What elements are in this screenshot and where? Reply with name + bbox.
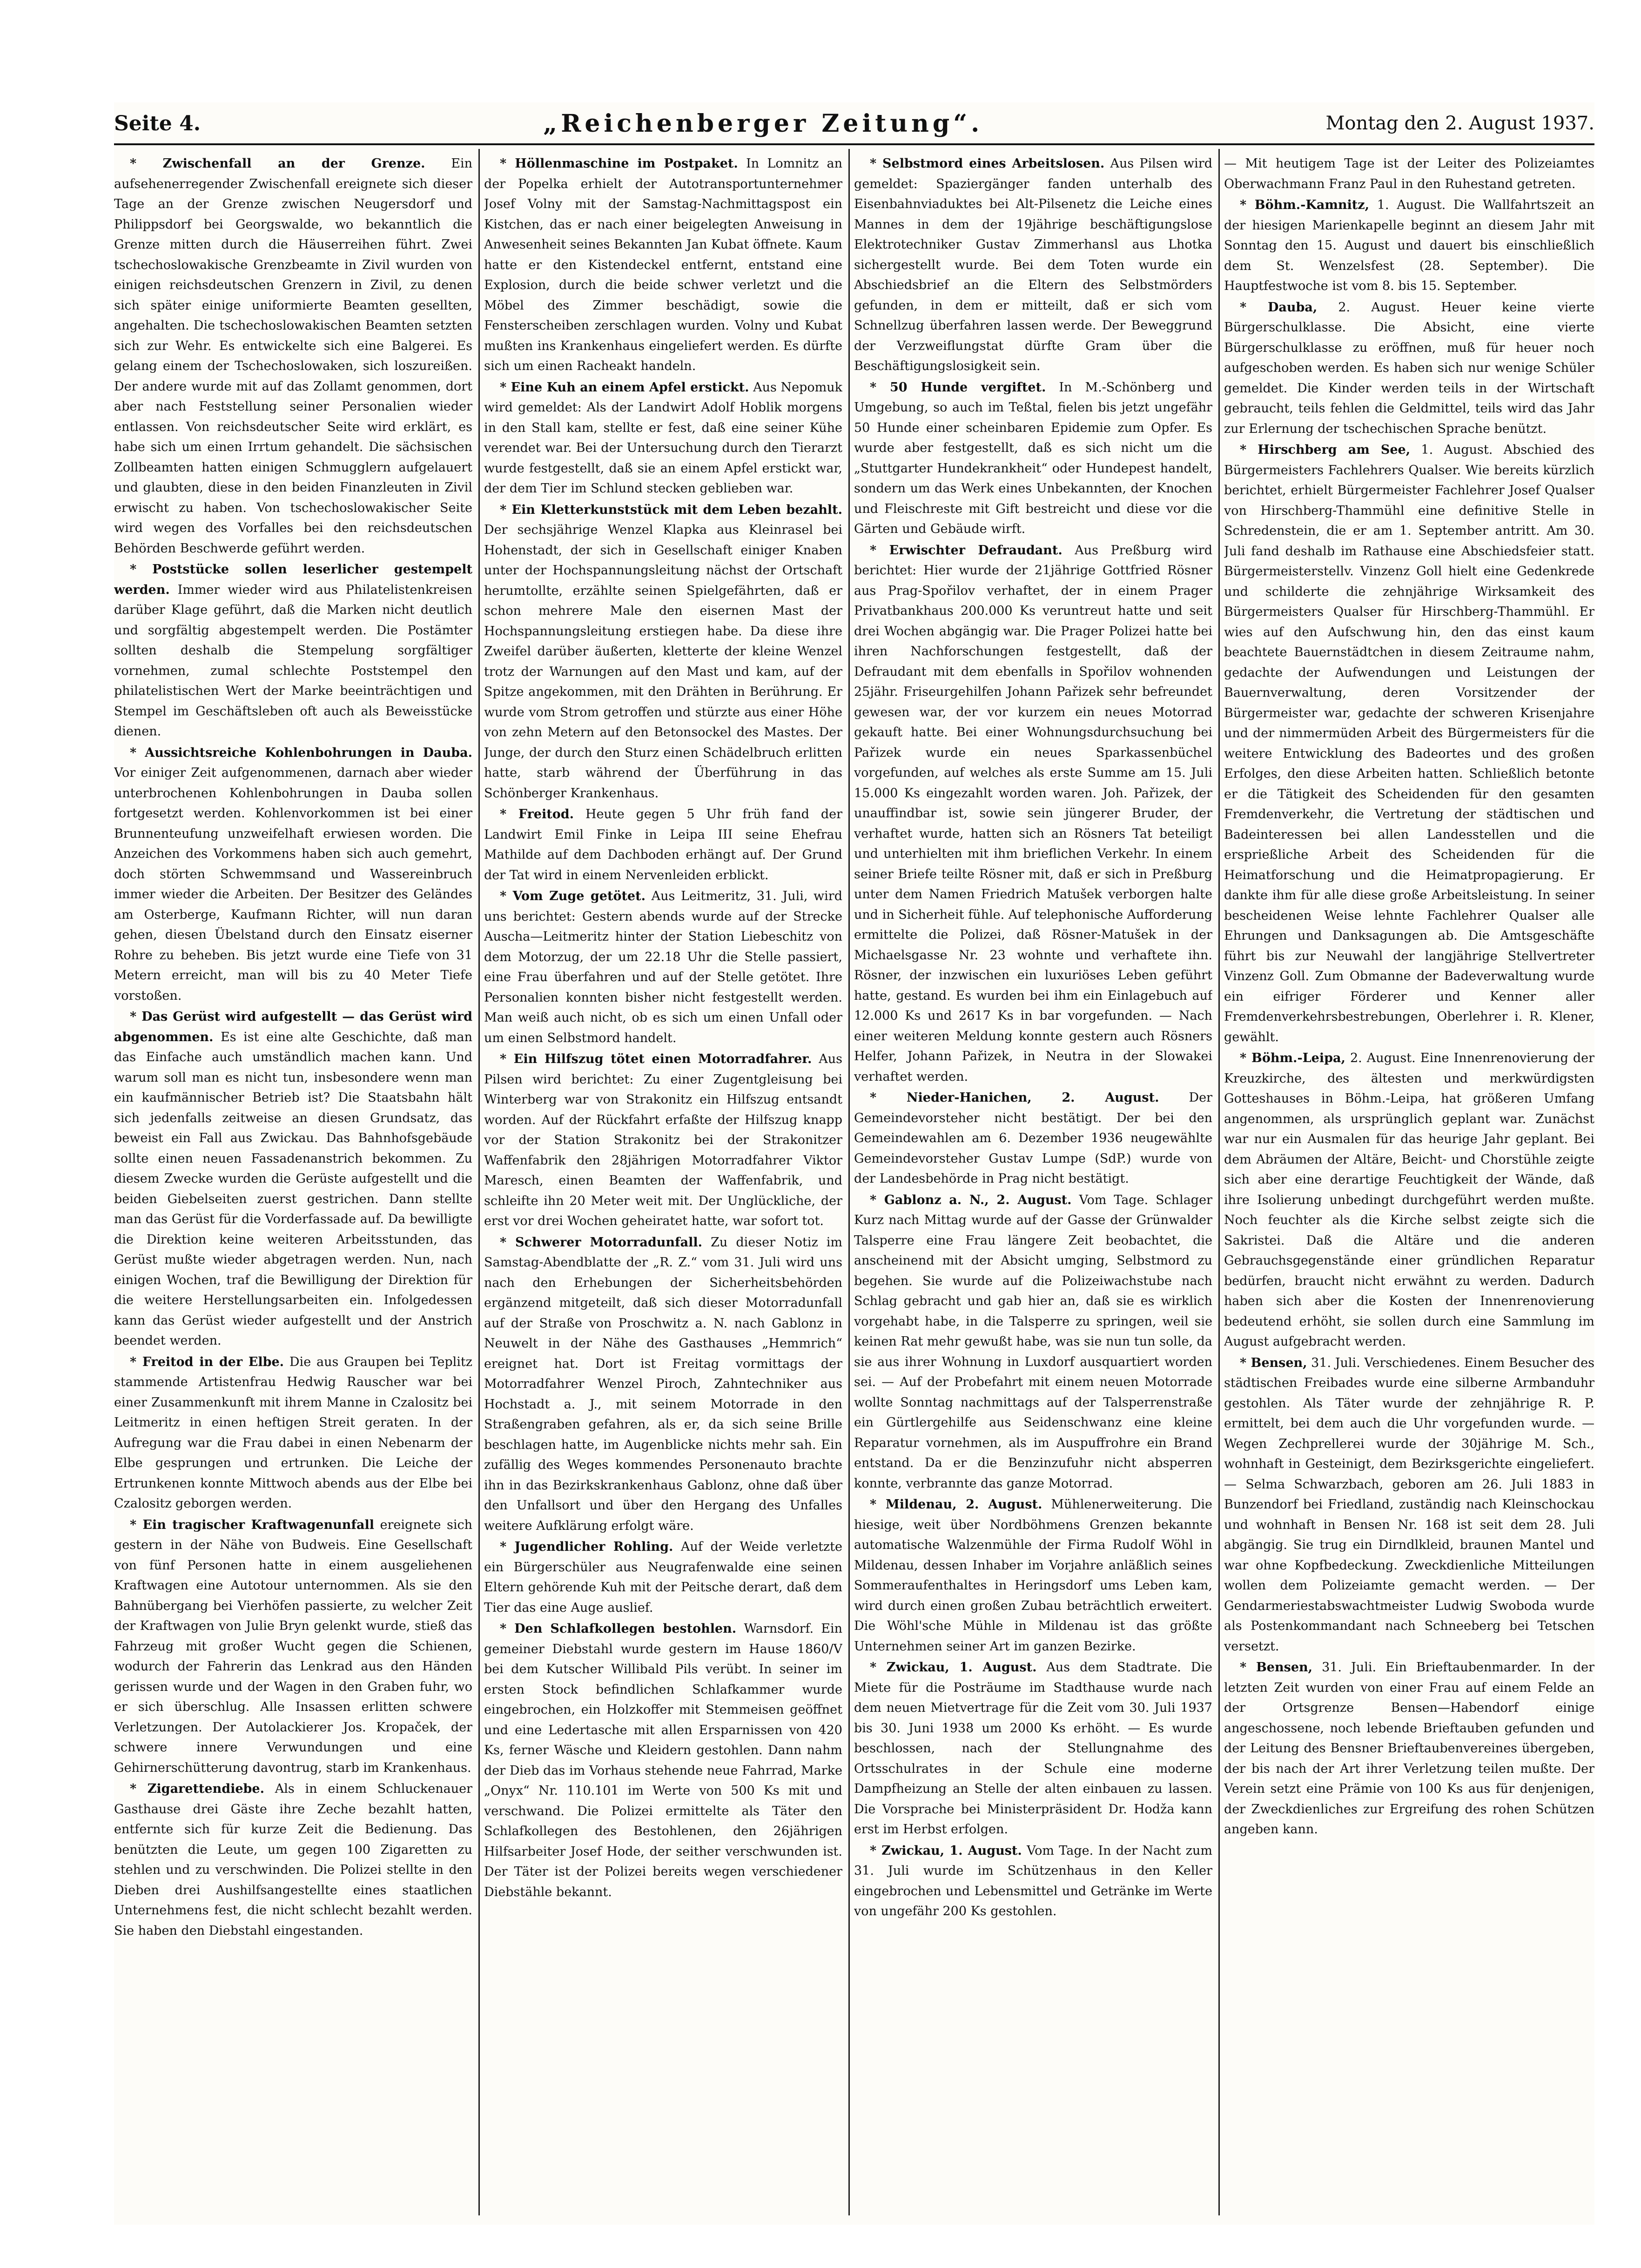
news-article (484, 804, 842, 885)
news-article (854, 1088, 1212, 1189)
news-article (484, 500, 842, 804)
page-header (114, 102, 1594, 144)
article-marker: * (870, 1192, 884, 1207)
article-marker: * (870, 1660, 887, 1675)
article-headline: Poststücke sollen leserlicher gestempelt werden. (114, 562, 472, 597)
article-body: Warnsdorf. Ein gemeiner Diebstahl wurde gestern im Hause 1860/V bei dem Kutscher Willibald Pils verübt. In seiner im ersten Stock befindlichen Schlafkammer wurde eingebrochen, ein Holzkoffer mit Stemmeisen geöffnet und eine Ledertasche mit allen Ersparnissen von 420 Ks, ferner Wäsche und Kleidern gestohlen. Dann nahm der Dieb das im Vorhaus stehende neue Fahrrad, Marke „Onyx“ Nr. 110.101 im Werte von 500 Ks mit und verschwand. Die Polizei ermittelte als Täter den Schlafkollegen des Bestohlenen, den 26jährigen Hilfsarbeiter Josef Hode, der seither verschwunden ist. Der Täter ist der Polizei bereits wegen verschiedener Diebstähle bekannt. (484, 1622, 842, 1899)
news-article (1224, 154, 1594, 194)
article-headline: Hirschberg am See, (1258, 443, 1411, 457)
article-marker: * (1240, 1660, 1256, 1675)
article-body: 31. Juli. Ein Brieftaubenmarder. In der letzten Zeit wurden von einer Frau auf einem Felde an der Ortsgrenze Bensen—Habendorf einige angeschossene, noch lebende Brieftauben gefunden und der Leitung des Bensner Brieftaubenvereines übergeben, der bis nach der Art ihrer Verletzung teilen mußte. Der Verein setzt eine Prämie von 100 Ks aus für denjenigen, der Zweckdienliches zur Ergreifung des rohen Schützen angeben kann. (1224, 1660, 1594, 1837)
article-headline: Böhm.-Kamnitz, (1254, 198, 1370, 212)
article-marker: * (500, 380, 511, 395)
news-article (854, 1190, 1212, 1494)
article-marker: * (500, 807, 518, 821)
header-divider (114, 143, 1594, 145)
article-body: Immer wieder wird aus Philatelistenkreisen darüber Klage geführt, daß die Marken nicht deutlich und sorgfältig abgestempelt werden. Die Postämter sollten deshalb die Stempelung sorgfältiger vornehmen, zumal schlechte Poststempel den philatelistischen Wert der Marke beeinträchtigen und Stempel im Geschäftsleben oft auch als Beweisstücke dienen. (114, 582, 472, 739)
news-article (854, 1494, 1212, 1656)
news-article (484, 154, 842, 377)
article-body: — Mit heutigem Tage ist der Leiter des Polizeiamtes Oberwachmann Franz Paul in den Ruhestand getreten. (1224, 156, 1594, 191)
article-body: Aus Nepomuk wird gemeldet: Als der Landwirt Adolf Hoblik morgens in den Stall kam, stellte er fest, daß eine seiner Kühe verendet war. Bei der Untersuchung durch den Tierarzt wurde festgestellt, daß sie an einem Apfel erstickt war, der dem Tier im Schlund stecken geblieben war. (484, 380, 842, 496)
column-3 (854, 154, 1212, 2211)
article-headline: Eine Kuh an einem Apfel erstickt. (511, 380, 749, 395)
article-marker: * (1240, 300, 1268, 315)
article-marker: * (130, 562, 153, 577)
article-headline: Gablonz a. N., 2. August. (884, 1192, 1072, 1207)
article-headline: 50 Hunde vergiftet. (889, 380, 1046, 395)
article-body: 2. August. Eine Innenrenovierung der Kreuzkirche, des ältesten und merkwürdigsten Gotteshauses in Böhm.-Leipa, hat größeren Umfang angenommen, als ursprünglich geplant war. Zunächst war nur ein Ausmalen für das heurige Jahr geplant. Bei dem Abräumen der Altäre, Beicht- und Chorstühle zeigte sich aber eine derartige Feuchtigkeit der Wände, daß ihre Isolierung unbedingt durchgeführt werden mußte. Noch feuchter als die Kirche selbst zeigte sich die Sakristei. Daß die Altäre und die anderen Gebrauchsgegenstände einer gründlichen Reparatur bedürfen, braucht nicht erwähnt zu werden. Dadurch haben sich aber die Kosten der Innenrenovierung bedeutend erhöht, sie sollen durch eine Sammlung im August aufgebracht werden. (1224, 1051, 1594, 1349)
article-body: Vom Tage. In der Nacht zum 31. Juli wurde im Schützenhaus in den Keller eingebrochen und Lebensmittel und Getränke im Werte von ungefähr 200 Ks gestohlen. (854, 1843, 1212, 1918)
article-headline: Zwickau, 1. August. (881, 1843, 1022, 1858)
article-body: 2. August. Heuer keine vierte Bürgerschulklasse. Die Absicht, eine vierte Bürgerschulklasse zu eröffnen, muß für heuer noch aufgeschoben werden. Es haben sich nur wenige Schüler gemeldet. Die Kinder werden teils in der Wirtschaft gebraucht, teils fehlen die Geldmittel, teils wird das Jahr zur Erlernung der tschechischen Sprache benützt. (1224, 300, 1594, 436)
article-marker: * (1240, 443, 1258, 457)
article-marker: * (500, 1540, 515, 1554)
news-article (114, 743, 472, 1006)
news-article (854, 540, 1212, 1087)
article-body: Aus Preßburg wird berichtet: Hier wurde der 21jährige Gottfried Rösner aus Prag-Spořilov verhaftet, der in einem Prager Privatbankhaus 200.000 Ks veruntreut hatte und seit drei Wochen abgängig war. Die Prager Polizei hatte bei ihren Nachforschungen festgestellt, daß der Defraudant mit dem ebenfalls in Spořilov wohnenden 25jähr. Friseurgehilfen Johann Pařizek sehr befreundet gewesen war, der vor kurzem ein neues Motorrad gekauft hatte. Bei einer Wohnungsdurchsuchung bei Pařizek wurde ein neues Sparkassenbüchel vorgefunden, auf welches als erste Summe am 15. Juli 15.000 Ks eingezahlt worden waren. Joh. Pařizek, der unauffindbar ist, sowie sein jüngerer Bruder, der verhaftet wurde, hatten sich an Rösners Tat beteiligt und unterhielten mit ihm brieflichen Verkehr. In einem seiner Briefe teilte Rösner mit, daß er sich in Preßburg unter dem Namen Friedrich Matušek verborgen halte und in Sicherheit fühle. Auf telephonische Aufforderung ermittelte die Polizei, daß Rösner-Matušek in der Michaelsgasse Nr. 23 wohnte und verhaftete ihn. Rösner, der inzwischen ein luxuriöses Leben geführt hatte, gestand. Es wurden bei ihm ein Einlagebuch auf 12.000 Ks und 2617 Ks in bar vorgefunden. — Nach einer weiteren Meldung konnte gestern auch Rösners Helfer, Johann Pařizek, in Neutra in der Slowakei verhaftet werden. (854, 543, 1212, 1084)
article-headline: Nieder-Hanichen, 2. August. (906, 1090, 1159, 1105)
article-body: Aus Pilsen wird gemeldet: Spaziergänger fanden unterhalb des Eisenbahnviaduktes bei Alt-Pilsenetz die Leiche eines Mannes in dem der 19jährige beschäftigungslose Elektrotechniker Gustav Zimmerhansl aus Lhotka sichergestellt wurde. Bei dem Toten wurde ein Abschiedsbrief an die Eltern des Selbstmörders gefunden, in dem er mitteilt, daß er sich vom Schnellzug überfahren lassen werde. Der Beweggrund der Verzweiflungstat dürfte Gram über die Beschäftigungslosigkeit sein. (854, 156, 1212, 373)
article-headline: Höllenmaschine im Postpaket. (515, 156, 738, 171)
article-headline: Zwickau, 1. August. (886, 1660, 1037, 1675)
news-article (1224, 1048, 1594, 1352)
article-headline: Zwischenfall an der Grenze. (162, 156, 425, 171)
news-article (114, 1515, 472, 1778)
article-body: Es ist eine alte Geschichte, daß man das Einfache auch umständlich machen kann. Und warum soll man es nicht tun, insbesondere wenn man ein kaufmännischer Betrieb ist? Die Staatsbahn hält sich jedenfalls zeitweise an diesen Grundsatz, das beweist ein Fall aus Zwickau. Das Bahnhofsgebäude sollte einen neuen Fassadenanstrich bekommen. Zu diesem Zwecke wurden die Gerüste aufgestellt und die beiden Giebelseiten zuerst gestrichen. Dann stellte man das Gerüst für die Vorderfassade auf. Da bewilligte die Direktion keine weiteren Arbeitsstunden, das Gerüst mußte wieder abgetragen werden. Nun, nach einigen Wochen, traf die Bewilligung der Direktion für die weitere Herstellungsarbeiten ein. Infolgedessen kann das Gerüst wieder aufgestellt und der Anstrich beendet werden. (114, 1030, 472, 1348)
article-marker: * (870, 1497, 886, 1512)
news-article (854, 377, 1212, 539)
article-body: Heute gegen 5 Uhr früh fand der Landwirt Emil Finke in Leipa III seine Ehefrau Mathilde auf dem Dachboden erhängt auf. Der Grund der Tat wird in einem Nervenleiden erblickt. (484, 807, 842, 882)
column-divider (848, 149, 850, 2215)
news-article (854, 1657, 1212, 1840)
article-headline: Böhm.-Leipa, (1251, 1051, 1345, 1065)
news-article (484, 886, 842, 1048)
news-article (484, 377, 842, 499)
article-body: 31. Juli. Verschiedenes. Einem Besucher des städtischen Freibades wurde eine silberne Armbanduhr gestohlen. Als Täter wurde der zehnjährige R. P. ermittelt, bei dem auch die Uhr vorgefunden wurde. — Wegen Zechprellerei wurde der 30jährige M. Sch., wohnhaft in Gesteinigt, dem Bezirksgerichte eingeliefert. — Selma Schwarzbach, geboren am 26. Juli 1883 in Bunzendorf bei Friedland, zuständig nach Kleinschockau und wohnhaft in Bensen Nr. 168 ist seit dem 28. Juli abgängig. Sie trug ein Dirndlkleid, braunen Mantel und war ohne Kopfbedeckung. Zweckdienliche Mitteilungen wollen dem Polizeiamte gemacht werden. — Der Gendarmeriestabswachtmeister Ludwig Swoboda wurde als Postenkommandant nach Schneeberg bei Tetschen versetzt. (1224, 1355, 1594, 1654)
article-body: Aus Pilsen wird berichtet: Zu einer Zugentgleisung bei Winterberg war von Strakonitz ein Hilfszug entsandt worden. Auf der Rückfahrt erfaßte der Hilfszug knapp vor der Station Strakonitz bei der Strakonitzer Waffenfabrik den 28jährigen Motorradfahrer Viktor Maresch, einen Beamten der Waffenfabrik, und schleifte ihn 20 Meter weit mit. Der Unglückliche, der erst vor drei Wochen geheiratet hatte, war sofort tot. (484, 1052, 842, 1228)
news-article (484, 1537, 842, 1618)
news-article (484, 1232, 842, 1536)
article-body: Mühlenerweiterung. Die hiesige, weit über Nordböhmens Grenzen bekannte automatische Walzenmühle der Firma Rudolf Wöhl in Mildenau, dessen Inhaber im Vorjahre anläßlich seines Sommeraufenthaltes in Heringsdorf ums Leben kam, wird durch einen großen Zubau beträchtlich erweitert. Die Wöhl'sche Mühle in Mildenau ist das größte Unternehmen seiner Art im ganzen Bezirke. (854, 1497, 1212, 1654)
article-body: 1. August. Abschied des Bürgermeisters Fachlehrers Qualser. Wie bereits kürzlich berichtet, erhielt Bürgermeister Fachlehrer Josef Qualser von Hirschberg-Thammühl eine definitive Stelle in Schredenstein, die er am 1. September antritt. Am 30. Juli fand deshalb im Rathause eine Abschiedsfeier statt. Bürgermeisterstellv. Vinzenz Goll hielt eine Gedenkrede und schilderte die zehnjährige Wirksamkeit des Bürgermeisters Qualser für Hirschberg-Thammühl. Er wies auf den Aufschwung hin, den das einst kaum beachtete Bauernstädtchen in diesem Zeitraume nahm, gedachte der Aufwendungen und Leistungen der Bauernverwaltung, deren Vorsitzender der Bürgermeister war, gedachte der schweren Krisenjahre und der nimmermüden Arbeit des Bürgermeisters für die weitere Entwicklung des Badeortes und des großen Erfolges, den diese Arbeiten hatten. Schließlich betonte er die Tätigkeit des Scheidenden für den gesamten Fremdenverkehr, die Vertretung der städtischen und Badeinteressen bei allen Landesstellen und die ersprießliche Arbeit des Scheidenden für die Heimatforschung und die Heimatpropagierung. Er dankte ihm für alle diese große Arbeitsleistung. In seiner bescheidenen Weise lehnte Fachlehrer Qualser alle Ehrungen und Danksagungen ab. Die Amtsgeschäfte führt bis zur Neuwahl der langjährige Stellvertreter Vinzenz Goll. Zum Obmanne der Badeverwaltung wurde ein eifriger Förderer und Kenner aller Fremdenverkehrsbestrebungen, Oberlehrer i. R. Klener, gewählt. (1224, 443, 1594, 1044)
article-body: Vom Tage. Schlager Kurz nach Mittag wurde auf der Gasse der Grünwalder Talsperre eine Frau längere Zeit beobachtet, die anscheinend mit der Absicht umging, Selbstmord zu begehen. Sie wurde auf die Polizeiwachstube nach Schlag gebracht und gab hier an, daß sie es wirklich vorgehabt habe, in die Talsperre zu springen, weil sie keinen Rat mehr gewußt habe, was sie nun tun solle, da sie aus ihrer Wohnung in Luxdorf ausquartiert worden sei. — Auf der Probefahrt mit einem neuen Motorrade wollte Sonntag nachmittags auf der Talsperrenstraße ein Gürtlergehilfe aus Seidenschwanz eine kleine Reparatur vornehmen, als im Auspuffrohre ein Brand entstand. Da er die Benzinzufuhr nicht absperren konnte, verbrannte das ganze Motorrad. (854, 1192, 1212, 1491)
article-body: Zu dieser Notiz im Samstag-Abendblatte der „R. Z.“ vom 31. Juli wird uns nach den Erhebungen der Sicherheitsbehörden ergänzend mitgeteilt, daß sich dieser Motorradunfall auf der Straße von Proschwitz a. N. nach Gablonz in Neuwelt in der Nähe des Gasthauses „Hemmrich“ ereignet hat. Dort ist Freitag vormittags der Motorradfahrer Wenzel Piroch, Zahntechniker aus Hochstadt a. J., mit seinem Motorrade in den Straßengraben gefahren, als er, da sich seine Brille beschlagen hatte, im Augenblicke nichts mehr sah. Ein zufällig des Weges kommendes Personenauto brachte ihn in das Bezirkskrankenhaus Gablonz, ohne daß über den Unfallsort und über den Hergang des Unfalles weitere Aufklärung erfolgt wäre. (484, 1235, 842, 1533)
article-headline: Freitod in der Elbe. (142, 1354, 284, 1369)
news-article (854, 154, 1212, 377)
news-article (1224, 1353, 1594, 1657)
article-headline: Bensen, (1256, 1660, 1313, 1675)
article-headline: Freitod. (518, 807, 574, 821)
article-marker: * (130, 745, 145, 760)
article-marker: * (500, 1235, 516, 1250)
article-headline: Zigarettendiebe. (147, 1782, 264, 1796)
article-marker: * (130, 1009, 142, 1024)
dateline: Montag den 2. August 1937. (1325, 113, 1594, 134)
article-headline: Selbstmord eines Arbeitslosen. (882, 156, 1105, 171)
news-article (1224, 297, 1594, 439)
article-marker: * (130, 156, 163, 171)
article-body: 1. August. Die Wallfahrtszeit an der hiesigen Marienkapelle beginnt an diesem Jahr mit Sonntag den 15. August und dauert bis einschließlich dem St. Wenzelsfest (28. September). Die Hauptfestwoche ist vom 8. bis 15. September. (1224, 198, 1594, 293)
article-body: Als in einem Schluckenauer Gasthause drei Gäste ihre Zeche bezahlt hatten, entfernte sich für kurze Zeit die Bedienung. Das benützten die Leute, um gegen 100 Zigaretten zu stehlen und zu verschwinden. Die Polizei stellte in den Dieben drei Aushilfsangestellte eines staatlichen Unternehmens fest, die nicht schlecht bezahlt werden. Sie haben den Diebstahl eingestanden. (114, 1782, 472, 1938)
masthead-title: „Reichenberger Zeitung“. (543, 109, 983, 138)
column-4 (1224, 154, 1594, 2211)
article-headline: Dauba, (1268, 300, 1318, 315)
article-marker: * (870, 1090, 907, 1105)
article-headline: Aussichtsreiche Kohlenbohrungen in Dauba. (145, 745, 472, 760)
article-marker: * (870, 156, 883, 171)
article-headline: Den Schlafkollegen bestohlen. (514, 1622, 737, 1636)
article-headline: Jugendlicher Rohling. (514, 1540, 673, 1554)
news-article (114, 559, 472, 742)
article-body: In Lomnitz an der Popelka erhielt der Autotransportunternehmer Josef Volny mit der Samstag-Nachmittagspost ein Kistchen, das er nach einer beigelegten Anweisung in Anwesenheit seines Bekannten Jan Kubat öffnete. Kaum hatte er den Kistendeckel entfernt, entstand eine Explosion, durch die beide schwer verletzt und die Möbel des Zimmer beschädigt, sowie die Fensterscheiben zerschlagen wurden. Volny und Kubat mußten ins Krankenhaus eingeliefert werden. Es dürfte sich um einen Racheakt handeln. (484, 156, 842, 373)
news-article (114, 1779, 472, 1941)
article-marker: * (1240, 1355, 1251, 1370)
news-article (1224, 1657, 1594, 1840)
article-body: Aus Leitmeritz, 31. Juli, wird uns berichtet: Gestern abends wurde auf der Strecke Auscha—Leitmeritz hinter der Station Liebeschitz von dem Motorzug, der um 22.18 Uhr die Stelle passiert, eine Frau überfahren und auf der Stelle getötet. Ihre Personalien konnten bisher nicht festgestellt werden. Man weiß auch nicht, ob es sich um einen Unfall oder um einen Selbstmord handelt. (484, 889, 842, 1045)
news-article (854, 1841, 1212, 1922)
article-body: Die aus Graupen bei Teplitz stammende Artistenfrau Hedwig Rauscher war bei einer Zusammenkunft mit ihrem Manne in Czalositz bei Leitmeritz in einen heftigen Streit geraten. In der Aufregung war die Frau dabei in einen Nebenarm der Elbe gesprungen und ertrunken. Die Leiche der Ertrunkenen konnte Mittwoch abends aus der Elbe bei Czalositz geborgen werden. (114, 1354, 472, 1511)
news-article (1224, 440, 1594, 1047)
column-divider (1218, 149, 1220, 2215)
article-headline: Ein tragischer Kraftwagenunfall (142, 1517, 375, 1532)
news-article (114, 154, 472, 559)
article-body: Ein aufsehenerregender Zwischenfall ereignete sich dieser Tage an der Grenze zwischen Neugersdorf und Philippsdorf bei Georgswalde, wo bekanntlich die Grenze mitten durch die Häuserreihen führt. Zwei tschechoslowakische Grenzbeamte in Zivil wurden von einigen reichsdeutschen Grenzern in Zivil, zu denen sich später einige uniformierte Beamten gesellten, angehalten. Die tschechoslowakischen Beamten setzten sich zur Wehr. Es entwickelte sich eine Balgerei. Es gelang einem der Tschechoslowaken, sich loszureißen. Der andere wurde mit auf das Zollamt genommen, dort aber nach Feststellung seiner Personalien wieder entlassen. Von reichsdeutscher Seite wird erklärt, es habe sich um einen Irrtum gehandelt. Die sächsischen Zollbeamten hatten einigen Schmugglern aufgelauert und glaubten, diese in den beiden Finanzleuten in Zivil erwischt zu haben. Von tschechoslowakischer Seite wird wegen des Vorfalles bei den reichsdeutschen Behörden Beschwerde geführt werden. (114, 156, 472, 556)
article-headline: Ein Kletterkunststück mit dem Leben bezahlt. (511, 502, 842, 517)
article-headline: Mildenau, 2. August. (885, 1497, 1042, 1512)
article-body: Der Gemeindevorsteher nicht bestätigt. Der bei den Gemeindewahlen am 6. Dezember 1936 neugewählte Gemeindevorsteher Gustav Lumpe (SdP.) wurde von der Landesbehörde in Prag nicht bestätigt. (854, 1090, 1212, 1186)
page-number: Seite 4. (114, 111, 201, 135)
column-2 (484, 154, 842, 2211)
article-headline: Ein Hilfszug tötet einen Motorradfahrer. (513, 1052, 812, 1066)
news-article (1224, 195, 1594, 296)
article-body: In M.-Schönberg und Umgebung, so auch im Teßtal, fielen bis jetzt ungefähr 50 Hunde einer scheinbaren Epidemie zum Opfer. Es wurde aber festgestellt, daß es sich nicht um die „Stuttgarter Hundekrankheit“ oder Hundepest handelt, sondern um das Werk eines Unbekannten, der Knochen und Fleischreste mit Gift bestreicht und diese vor die Gärten und Gebäude wirft. (854, 380, 1212, 536)
article-headline: Das Gerüst wird aufgestellt — das Gerüst wird abgenommen. (114, 1009, 472, 1044)
news-article (114, 1007, 472, 1351)
article-body: ereignete sich gestern in der Nähe von Budweis. Eine Gesellschaft von fünf Personen hatte in einem ausgeliehenen Kraftwagen eine Autotour unternommen. Als sie den Bahnübergang bei Vierhöfen passierte, zu welcher Zeit der Kraftwagen von Julie Bryn gelenkt wurde, stieß das Fahrzeug mit großer Wucht gegen die Schienen, wodurch der Fahrerin das Lenkrad aus den Händen gerissen wurde und der Wagen in den Graben fuhr, wo er sich überschlug. Alle Insassen erlitten schwere Verletzungen. Der Autolackierer Jos. Kropaček, der schwere innere Verwundungen und eine Gehirnerschütterung davontrug, starb im Krankenhaus. (114, 1517, 472, 1775)
article-marker: * (870, 1843, 882, 1858)
news-article (484, 1049, 842, 1232)
article-body: Vor einiger Zeit aufgenommenen, darnach aber wieder unterbrochenen Kohlenbohrungen in Dauba sollen fortgesetzt werden. Kohlenvorkommen ist bei einer Brunnenteufung unzweifelhaft erwiesen worden. Die Anzeichen des Vorkommens haben sich auch gemehrt, doch störten Schwemmsand und Wassereinbruch immer wieder die Arbeiten. Der Besitzer des Geländes am Osterberge, Kaufmann Richter, will nun daran gehen, diesen Übelstand durch den Einsatz eiserner Rohre zu beheben. Bis jetzt wurde eine Tiefe von 31 Metern erreicht, man will bis zu 40 Meter Tiefe vorstoßen. (114, 766, 472, 1003)
article-marker: * (870, 380, 890, 395)
news-article (114, 1352, 472, 1514)
article-body: Auf der Weide verletzte ein Bürgerschüler aus Neugrafenwalde eine seinen Eltern gehörende Kuh mit der Peitsche derart, daß dem Tier das eine Auge auslief. (484, 1540, 842, 1615)
article-marker: * (130, 1354, 142, 1369)
article-marker: * (870, 543, 889, 558)
article-marker: * (130, 1517, 143, 1532)
article-marker: * (500, 502, 512, 517)
article-marker: * (130, 1782, 148, 1796)
article-marker: * (500, 1622, 515, 1636)
column-1 (114, 154, 472, 2211)
article-body: Aus dem Stadtrate. Die Miete für die Posträume im Stadthause wurde nach dem neuen Mietvertrage für die Zeit vom 30. Juli 1937 bis 30. Juni 1938 um 2000 Ks erhöht. — Es wurde beschlossen, nach der Stellungnahme des Ortsschulrates in der Schule eine moderne Dampfheizung an Stelle der alten einbauen zu lassen. Die Vorsprache bei Ministerpräsident Dr. Hodža kann erst im Herbst erfolgen. (854, 1660, 1212, 1837)
article-body: Der sechsjährige Wenzel Klapka aus Kleinrasel bei Hohenstadt, der sich in Gesellschaft einiger Knaben unter der Hochspannungsleitung nächst der Ortschaft herumtollte, erzählte seinen Spielgefährten, daß er schon mehrere Male den eisernen Mast der Hochspannungsleitung erstiegen habe. Da diese ihre Zweifel darüber äußerten, kletterte der kleine Wenzel trotz der Warnungen auf den Mast und kam, auf der Spitze angekommen, mit den Drähten in Berührung. Er wurde vom Strom getroffen und stürzte aus einer Höhe von zehn Metern auf den Betonsockel des Mastes. Der Junge, der durch den Sturz einen Schädelbruch erlitten hatte, starb während der Überführung in das Schönberger Krankenhaus. (484, 523, 842, 801)
article-marker: * (500, 156, 515, 171)
article-headline: Erwischter Defraudant. (889, 543, 1063, 558)
article-marker: * (500, 1052, 514, 1066)
news-article (484, 1619, 842, 1902)
newspaper-page (114, 102, 1594, 2225)
article-marker: * (1240, 1051, 1252, 1065)
column-divider (478, 149, 480, 2215)
article-marker: * (1240, 198, 1255, 212)
article-headline: Schwerer Motorradunfall. (515, 1235, 703, 1250)
article-headline: Bensen, (1251, 1355, 1307, 1370)
article-headline: Vom Zuge getötet. (512, 889, 646, 903)
article-marker: * (500, 889, 513, 903)
